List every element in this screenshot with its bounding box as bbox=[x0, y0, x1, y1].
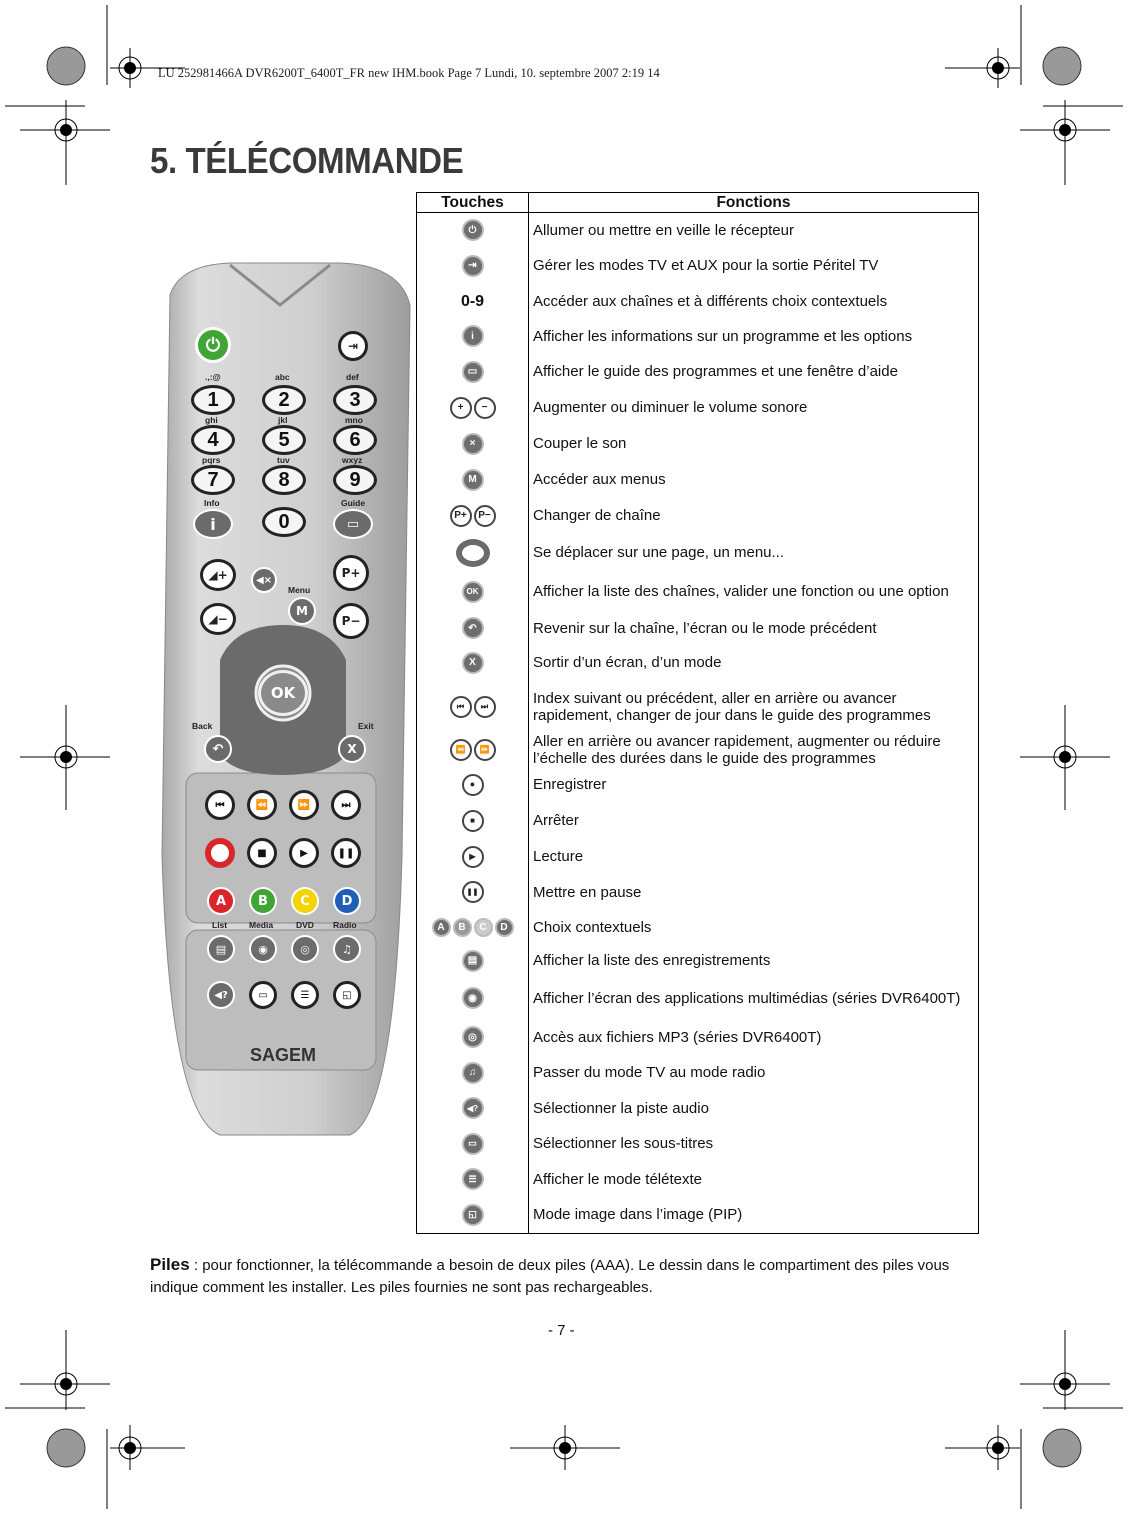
digit-5-letters: jkl bbox=[278, 415, 288, 425]
digit-2-letters: abc bbox=[275, 372, 290, 382]
function-text: Afficher la liste des enregistrements bbox=[529, 945, 979, 977]
brand-logo: SAGEM bbox=[250, 1045, 317, 1065]
list-icon: ▤ bbox=[462, 950, 484, 972]
function-text: Accès aux fichiers MP3 (séries DVR6400T) bbox=[529, 1020, 979, 1055]
radio-label: Radio bbox=[333, 920, 357, 930]
table-row bbox=[417, 319, 979, 354]
digit-6-letters: mno bbox=[345, 415, 363, 425]
table-row bbox=[417, 875, 979, 910]
function-text: Couper le son bbox=[529, 426, 979, 462]
batteries-label: Piles bbox=[150, 1255, 190, 1274]
info-icon: i bbox=[462, 325, 484, 347]
stop-button: ■ bbox=[247, 838, 277, 868]
table-row bbox=[417, 612, 979, 645]
table-row bbox=[417, 1126, 979, 1162]
exit-icon: X bbox=[462, 652, 484, 674]
function-text: Aller en arrière ou avancer rapidement, augmenter ou réduire l’échelle des durées dans le guide des programmes bbox=[529, 733, 979, 767]
ok-icon: OK bbox=[462, 581, 484, 603]
volume-up-button: ◢+ bbox=[200, 559, 236, 591]
table-row bbox=[417, 945, 979, 977]
audio-track-button: ◀? bbox=[207, 981, 235, 1009]
function-text: Sélectionner la piste audio bbox=[529, 1091, 979, 1126]
info-label: Info bbox=[204, 498, 220, 508]
running-header: LU 252981466A DVR6200T_6400T_FR new IHM.book Page 7 Lundi, 10. septembre 2007 2:19 14 bbox=[158, 66, 660, 80]
program-down-icon: P− bbox=[474, 505, 496, 527]
table-row bbox=[417, 213, 979, 248]
color-button-c: C bbox=[291, 887, 319, 915]
digit-7-button: 7 bbox=[191, 465, 235, 495]
dvd-icon: ◎ bbox=[462, 1026, 484, 1048]
power-button: ⏻ bbox=[195, 327, 231, 363]
table-row bbox=[417, 390, 979, 426]
table-row bbox=[417, 462, 979, 498]
subtitles-icon: ▭ bbox=[462, 1133, 484, 1155]
media-label: Media bbox=[249, 920, 274, 930]
skip-forward-button: ⏭ bbox=[331, 790, 361, 820]
table-row bbox=[417, 248, 979, 284]
digit-4-button: 4 bbox=[191, 425, 235, 455]
function-text: Augmenter ou diminuer le volume sonore bbox=[529, 390, 979, 426]
function-text: Afficher le mode télétexte bbox=[529, 1162, 979, 1197]
pause-button: ❚❚ bbox=[331, 838, 361, 868]
digit-4-letters: ghi bbox=[205, 415, 218, 425]
digit-6-button: 6 bbox=[333, 425, 377, 455]
table-row bbox=[417, 426, 979, 462]
function-text: Choix contextuels bbox=[529, 910, 979, 945]
color-d-icon: D bbox=[495, 918, 514, 937]
table-row bbox=[417, 803, 979, 839]
function-text: Accéder aux chaînes et à différents choix contextuels bbox=[529, 284, 979, 319]
table-row bbox=[417, 1197, 979, 1234]
function-text: Sélectionner les sous-titres bbox=[529, 1126, 979, 1162]
exit-label: Exit bbox=[358, 721, 374, 731]
remote-control-illustration bbox=[150, 255, 415, 1155]
keys-column-header: Touches bbox=[417, 193, 529, 213]
skip-back-icon: ⏮ bbox=[450, 696, 472, 718]
color-b-icon: B bbox=[453, 918, 472, 937]
pip-button: ◱ bbox=[333, 981, 361, 1009]
table-row bbox=[417, 839, 979, 875]
record-icon: ● bbox=[462, 774, 484, 796]
table-row bbox=[417, 572, 979, 612]
program-down-button: P− bbox=[333, 603, 369, 639]
digits-key: 0-9 bbox=[417, 284, 529, 319]
function-text: Changer de chaîne bbox=[529, 498, 979, 534]
pause-icon: ❚❚ bbox=[462, 881, 484, 903]
function-text: Enregistrer bbox=[529, 767, 979, 803]
rewind-button: ⏪ bbox=[247, 790, 277, 820]
radio-button: ♫ bbox=[333, 935, 361, 963]
table-row bbox=[417, 1091, 979, 1126]
table-row bbox=[417, 681, 979, 733]
dvd-label: DVD bbox=[296, 920, 314, 930]
function-text: Sortir d’un écran, d’un mode bbox=[529, 645, 979, 681]
function-text: Arrêter bbox=[529, 803, 979, 839]
power-icon: ⏻ bbox=[462, 219, 484, 241]
function-text: Revenir sur la chaîne, l’écran ou le mode précédent bbox=[529, 612, 979, 645]
function-text: Afficher l’écran des applications multimédias (séries DVR6400T) bbox=[529, 977, 979, 1020]
record-button bbox=[205, 838, 235, 868]
guide-icon: ▭ bbox=[462, 361, 484, 383]
digit-1-letters: .,:@ bbox=[205, 372, 221, 382]
rewind-icon: ⏪ bbox=[450, 739, 472, 761]
table-row bbox=[417, 284, 979, 319]
program-up-icon: P+ bbox=[450, 505, 472, 527]
digit-9-letters: wxyz bbox=[342, 455, 363, 465]
play-button: ▶ bbox=[289, 838, 319, 868]
digit-2-button: 2 bbox=[262, 385, 306, 415]
digit-9-button: 9 bbox=[333, 465, 377, 495]
list-label: List bbox=[212, 920, 228, 930]
digit-0-button: 0 bbox=[262, 507, 306, 537]
function-text: Allumer ou mettre en veille le récepteur bbox=[529, 213, 979, 248]
volume-down-button: ◢− bbox=[200, 603, 236, 635]
media-icon: ◉ bbox=[462, 987, 484, 1009]
function-text: Passer du mode TV au mode radio bbox=[529, 1055, 979, 1091]
back-button: ↶ bbox=[204, 735, 232, 763]
color-c-icon: C bbox=[474, 918, 493, 937]
play-icon: ▶ bbox=[462, 846, 484, 868]
mute-icon: × bbox=[462, 433, 484, 455]
page-number: - 7 - bbox=[548, 1322, 575, 1339]
skip-forward-icon: ⏭ bbox=[474, 696, 496, 718]
digit-3-button: 3 bbox=[333, 385, 377, 415]
batteries-text: : pour fonctionner, la télécommande a besoin de deux piles (AAA). Le dessin dans le compartiment des piles vous indique comment les installer. Les piles fournies ne sont pas rechargeables. bbox=[150, 1257, 950, 1296]
info-button: i bbox=[193, 509, 233, 539]
forward-button: ⏩ bbox=[289, 790, 319, 820]
exit-button: X bbox=[338, 735, 366, 763]
table-row bbox=[417, 733, 979, 767]
forward-icon: ⏩ bbox=[474, 739, 496, 761]
page-title: 5. TÉLÉCOMMANDE bbox=[150, 140, 464, 181]
table-row bbox=[417, 977, 979, 1020]
guide-label: Guide bbox=[341, 498, 366, 508]
table-row bbox=[417, 910, 979, 945]
function-text: Mettre en pause bbox=[529, 875, 979, 910]
digit-7-letters: pqrs bbox=[202, 455, 221, 465]
function-text: Afficher les informations sur un programme et les options bbox=[529, 319, 979, 354]
function-text: Gérer les modes TV et AUX pour la sortie Péritel TV bbox=[529, 248, 979, 284]
digit-8-letters: tuv bbox=[277, 455, 290, 465]
digit-8-button: 8 bbox=[262, 465, 306, 495]
volume-up-icon: + bbox=[450, 397, 472, 419]
stop-icon: ■ bbox=[462, 810, 484, 832]
digit-3-letters: def bbox=[346, 372, 359, 382]
subtitles-button: ▭ bbox=[249, 981, 277, 1009]
teletext-icon: ☰ bbox=[462, 1168, 484, 1190]
back-label: Back bbox=[192, 721, 213, 731]
skip-back-button: ⏮ bbox=[205, 790, 235, 820]
color-button-a: A bbox=[207, 887, 235, 915]
table-row bbox=[417, 767, 979, 803]
table-row bbox=[417, 534, 979, 572]
color-button-d: D bbox=[333, 887, 361, 915]
media-button: ◉ bbox=[249, 935, 277, 963]
function-text: Accéder aux menus bbox=[529, 462, 979, 498]
menu-button: M bbox=[288, 597, 316, 625]
color-a-icon: A bbox=[432, 918, 451, 937]
pip-icon: ◱ bbox=[462, 1204, 484, 1226]
digit-1-button: 1 bbox=[191, 385, 235, 415]
keys-table bbox=[416, 192, 979, 1234]
functions-column-header: Fonctions bbox=[529, 193, 979, 213]
function-text: Se déplacer sur une page, un menu... bbox=[529, 534, 979, 572]
volume-down-icon: − bbox=[474, 397, 496, 419]
back-icon: ↶ bbox=[462, 617, 484, 639]
input-icon: ⇥ bbox=[462, 255, 484, 277]
function-text: Index suivant ou précédent, aller en arrière ou avancer rapidement, changer de jour dans le guide des programmes bbox=[529, 681, 979, 733]
table-row bbox=[417, 1020, 979, 1055]
teletext-button: ☰ bbox=[291, 981, 319, 1009]
table-row bbox=[417, 1055, 979, 1091]
program-up-button: P+ bbox=[333, 555, 369, 591]
function-text: Lecture bbox=[529, 839, 979, 875]
guide-button: ▭ bbox=[333, 509, 373, 539]
navigation-ring-icon bbox=[456, 539, 490, 567]
list-button: ▤ bbox=[207, 935, 235, 963]
function-text: Afficher le guide des programmes et une fenêtre d’aide bbox=[529, 354, 979, 390]
menu-label: Menu bbox=[288, 585, 311, 595]
table-row bbox=[417, 354, 979, 390]
input-button: ⇥ bbox=[338, 331, 368, 361]
mute-button: ◀× bbox=[251, 567, 277, 593]
dvd-button: ◎ bbox=[291, 935, 319, 963]
digit-5-button: 5 bbox=[262, 425, 306, 455]
color-button-b: B bbox=[249, 887, 277, 915]
table-row bbox=[417, 1162, 979, 1197]
function-text: Mode image dans l’image (PIP) bbox=[529, 1197, 979, 1234]
table-row bbox=[417, 645, 979, 681]
batteries-note bbox=[150, 1254, 990, 1299]
table-row bbox=[417, 498, 979, 534]
ok-button: OK bbox=[258, 670, 308, 716]
radio-icon: ♫ bbox=[462, 1062, 484, 1084]
function-text: Afficher la liste des chaînes, valider une fonction ou une option bbox=[529, 572, 979, 612]
audio-track-icon: ◀? bbox=[462, 1097, 484, 1119]
menu-icon: M bbox=[462, 469, 484, 491]
